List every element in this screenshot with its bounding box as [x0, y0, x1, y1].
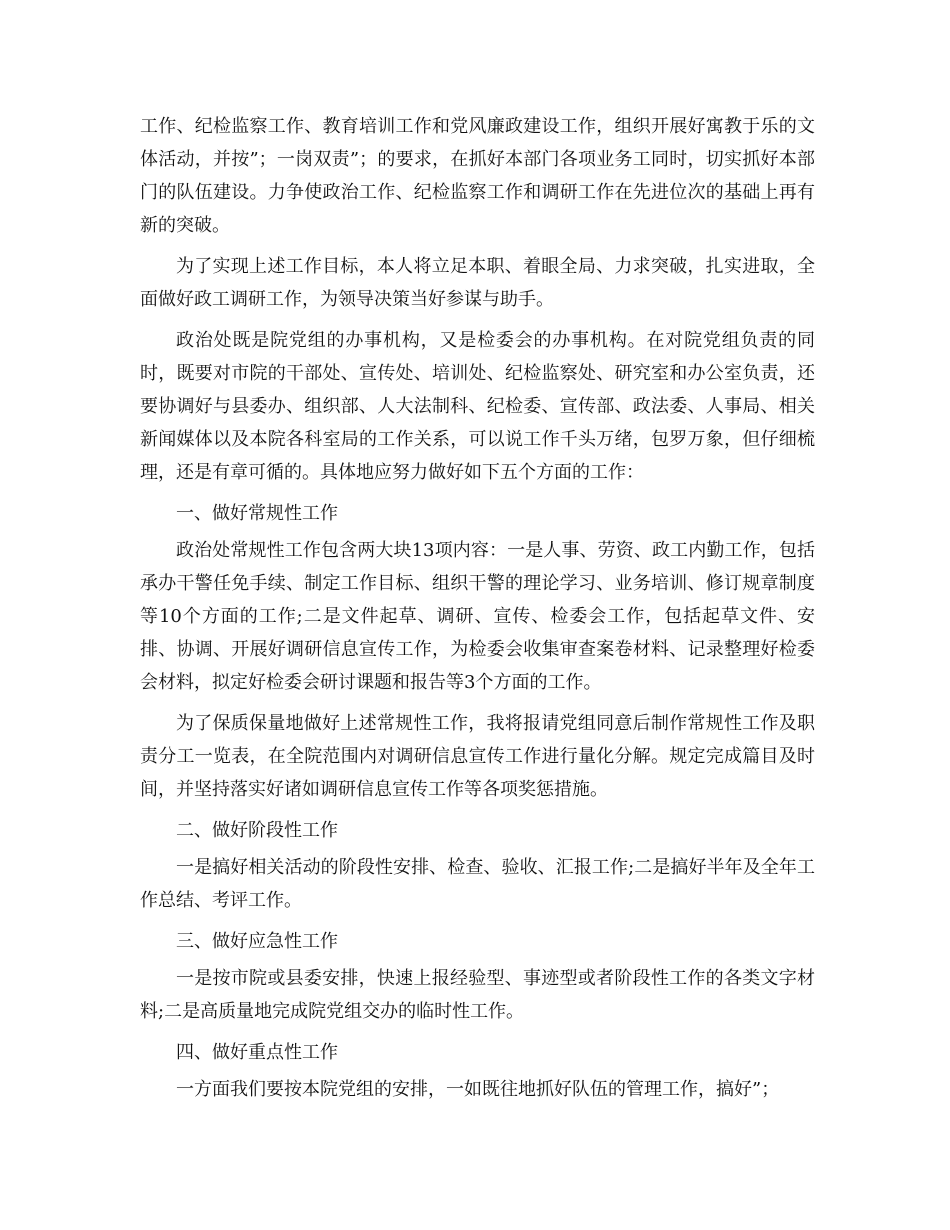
- document-body: [140, 110, 815, 1114]
- paragraph-office-role: 政治处既是院党组的办事机构，又是检委会的办事机构。在对院党组负责的同时，既要对市院的干部处、宣传处、培训处、纪检监察处、研究室和办公室负责，还要协调好与县委办、组织部、人大法制科、纪检委、宣传部、政法委、人事局、相关新闻媒体以及本院各科室局的工作关系，可以说工作千头万绪，包罗万象，但仔细梳理，还是有章可循的。具体地应努力做好如下五个方面的工作：: [140, 330, 815, 483]
- section-heading-routine: 一、做好常规性工作: [176, 503, 338, 524]
- paragraph-key-content: 一方面我们要按本院党组的安排，一如既往地抓好队伍的管理工作，搞好”；: [176, 1079, 780, 1100]
- paragraph-continuation: 工作、纪检监察工作、教育培训工作和党风廉政建设工作，组织开展好寓教于乐的文体活动，并按”；一岗双责”；的要求，在抓好本部门各项业务工同时，切实抓好本部门的队伍建设。力争使政治工作、纪检监察工作和调研工作在先进位次的基础上再有新的突破。: [140, 116, 815, 236]
- paragraph-goal: 为了实现上述工作目标，本人将立足本职、着眼全局、力求突破，扎实进取，全面做好政工调研工作，为领导决策当好参谋与助手。: [140, 256, 815, 310]
- paragraph-routine-measures: 为了保质保量地做好上述常规性工作，我将报请党组同意后制作常规性工作及职责分工一览表，在全院范围内对调研信息宣传工作进行量化分解。规定完成篇目及时间，并坚持落实好诸如调研信息宣传工作等各项奖惩措施。: [140, 713, 815, 800]
- paragraph-emergency-content: 一是按市院或县委安排，快速上报经验型、事迹型或者阶段性工作的各类文字材料;二是高质量地完成院党组交办的临时性工作。: [140, 968, 815, 1022]
- paragraph-phased-content: 一是搞好相关活动的阶段性安排、检查、验收、汇报工作;二是搞好半年及全年工作总结、考评工作。: [140, 857, 815, 911]
- paragraph-routine-content: 政治处常规性工作包含两大块13项内容：一是人事、劳资、政工内勤工作，包括承办干警任免手续、制定工作目标、组织干警的理论学习、业务培训、修订规章制度等10个方面的工作;二是文件起草、调研、宣传、检委会工作，包括起草文件、安排、协调、开展好调研信息宣传工作，为检委会收集审查案卷材料、记录整理好检委会材料，拟定好检委会研讨课题和报告等3个方面的工作。: [140, 540, 815, 693]
- section-heading-key: 四、做好重点性工作: [176, 1042, 338, 1063]
- section-heading-emergency: 三、做好应急性工作: [176, 931, 338, 952]
- section-heading-phased: 二、做好阶段性工作: [176, 820, 338, 841]
